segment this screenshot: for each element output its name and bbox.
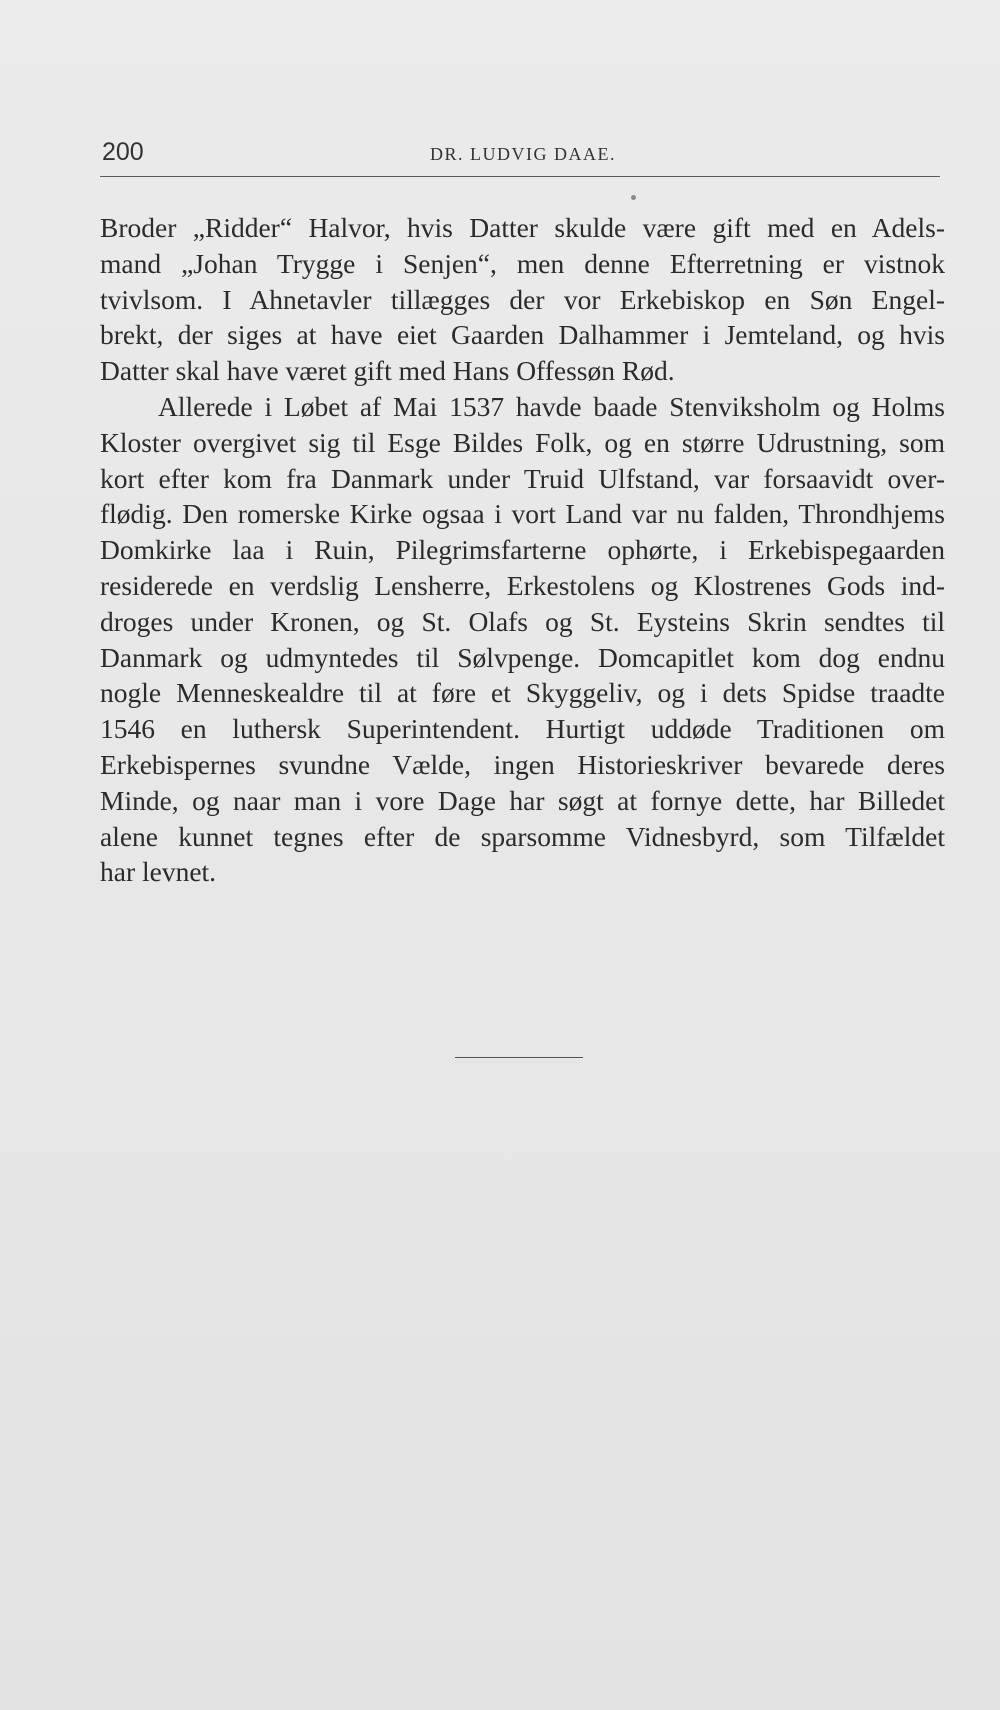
text-line: brekt, der siges at have eiet Gaarden Dalhammer i Jemteland, og hvis bbox=[100, 319, 945, 351]
running-head-title: DR. LUDVIG DAAE. bbox=[430, 144, 616, 164]
page-number: 200 bbox=[102, 138, 144, 166]
text-line: tvivlsom. I Ahnetavler tillægges der vor Erkebiskop en Søn Engel- bbox=[100, 283, 945, 315]
ink-speck bbox=[631, 195, 636, 200]
text-line: flødig. Den romerske Kirke ogsaa i vort Land var nu falden, Throndhjems bbox=[100, 498, 945, 530]
text-line: nogle Menneskealdre til at føre et Skyggeliv, og i dets Spidse traadte bbox=[100, 677, 945, 709]
paragraph-first-line: Allerede i Løbet af Mai 1537 havde baade Stenviksholm og Holms bbox=[158, 390, 945, 422]
text-line: droges under Kronen, og St. Olafs og St. Eysteins Skrin sendtes til bbox=[100, 605, 945, 637]
text-line: Minde, og naar man i vore Dage har søgt at fornye dette, har Billedet bbox=[100, 784, 945, 816]
text-line: Erkebispernes svundne Vælde, ingen Historieskriver bevarede deres bbox=[100, 748, 945, 780]
text-line: Domkirke laa i Ruin, Pilegrimsfarterne ophørte, i Erkebispegaarden bbox=[100, 534, 945, 566]
running-header bbox=[100, 138, 940, 174]
text-line: 1546 en luthersk Superintendent. Hurtigt uddøde Traditionen om bbox=[100, 713, 945, 745]
text-line: Danmark og udmyntedes til Sølvpenge. Domcapitlet kom dog endnu bbox=[100, 641, 945, 673]
text-line: kort efter kom fra Danmark under Truid Ulfstand, var forsaavidt over- bbox=[100, 462, 945, 494]
text-line: har levnet. bbox=[100, 856, 217, 888]
text-line: Datter skal have været gift med Hans Offessøn Rød. bbox=[100, 355, 675, 387]
body-text bbox=[100, 210, 945, 890]
text-line: residerede en verdslig Lensherre, Erkestolens og Klostrenes Gods ind- bbox=[100, 569, 945, 601]
section-end-rule bbox=[455, 1057, 583, 1058]
text-line: mand „Johan Trygge i Senjen“, men denne Efterretning er vistnok bbox=[100, 247, 945, 279]
text-line: alene kunnet tegnes efter de sparsomme Vidnesbyrd, som Tilfældet bbox=[100, 820, 945, 852]
text-line: Kloster overgivet sig til Esge Bildes Folk, og en større Udrustning, som bbox=[100, 426, 945, 458]
header-rule bbox=[100, 176, 940, 177]
text-line: Broder „Ridder“ Halvor, hvis Datter skulde være gift med en Adels- bbox=[100, 212, 945, 243]
